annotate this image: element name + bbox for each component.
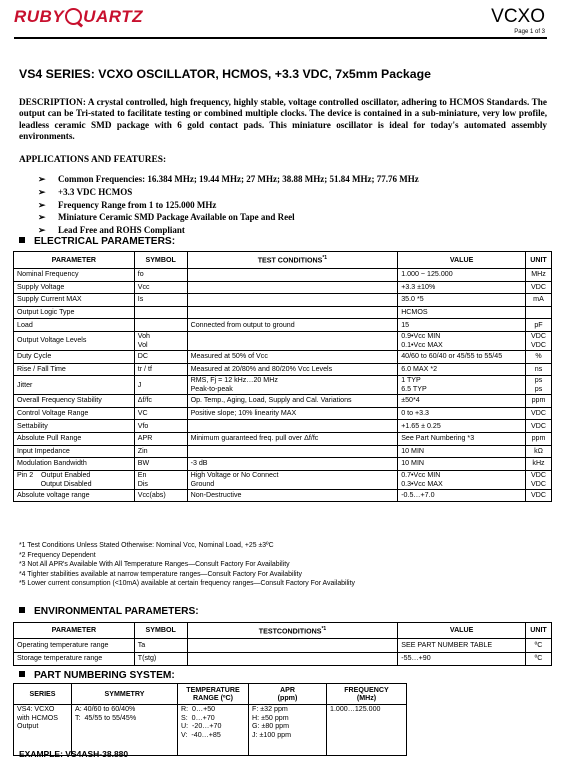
feature-text: +3.3 VDC HCMOS [58,186,133,197]
part-option-cell: 1.000…125.000 [327,705,407,756]
feature-item [38,199,419,212]
table-row [14,294,552,307]
condition-cell: Non-Destructive [187,489,398,502]
logo-q-mark [65,8,82,25]
unit-cell: kHz [526,458,552,471]
symbol-cell [134,306,187,319]
symbol-cell: DC [134,350,187,363]
feature-item [38,186,419,199]
symbol-cell: Vcc(abs) [134,489,187,502]
param-cell: Output Logic Type [14,306,135,319]
arrow-bullet-icon: ➢ [38,174,46,184]
param-cell: Supply Current MAX [14,294,135,307]
table-row [14,705,407,756]
footnote: *4 Tighter stabilities available at narrow temperature ranges—Consult Factory For Availability [19,570,302,578]
value-cell: ±50*4 [398,395,526,408]
table-row [14,407,552,420]
feature-text: Frequency Range from 1 to 125.000 MHz [58,199,217,210]
unit-cell: ºC [525,652,551,666]
footnote: *2 Frequency Dependent [19,551,96,559]
table-row [14,363,552,376]
param-cell: Nominal Frequency [14,269,135,282]
column-header-parameter: PARAMETER [14,252,135,269]
param-cell: Operating temperature range [14,639,135,653]
value-cell: -55…+90 [398,652,526,666]
column-header-unit: UNIT [526,252,552,269]
symbol-cell: tr / tf [134,363,187,376]
symbol-cell: T(stg) [134,652,187,666]
part-numbering-heading: PART NUMBERING SYSTEM: [19,670,175,681]
symbol-cell: Zin [134,445,187,458]
column-header: APR (ppm) [249,684,327,705]
arrow-bullet-icon: ➢ [38,225,46,236]
table-row [14,281,552,294]
table-row [14,350,552,363]
table-row [14,395,552,408]
condition-cell [187,269,398,282]
table-row [14,470,552,489]
electrical-parameters-table [13,251,552,502]
condition-cell: Op. Temp., Aging, Load, Supply and Cal. Variations [187,395,398,408]
column-header-symbol: SYMBOL [134,252,187,269]
value-cell: +1.65 ± 0.25 [398,420,526,433]
value-cell: 6.0 MAX *2 [398,363,526,376]
condition-cell [187,445,398,458]
param-cell: Output Voltage Levels [14,331,135,350]
param-cell: Supply Voltage [14,281,135,294]
unit-cell: ns [526,363,552,376]
param-cell: Jitter [14,376,135,395]
symbol-cell: VC [134,407,187,420]
unit-cell: % [526,350,552,363]
symbol-cell: Voh Vol [134,331,187,350]
table-row [14,652,552,666]
symbol-cell: Δf/fc [134,395,187,408]
value-cell: 35.0 *5 [398,294,526,307]
unit-cell [526,306,552,319]
param-cell: Absolute Pull Range [14,432,135,445]
condition-cell: Positive slope; 10% linearity MAX [187,407,398,420]
value-cell: 10 MIN [398,445,526,458]
applications-heading: APPLICATIONS AND FEATURES: [19,155,167,165]
part-numbering-table [13,683,407,756]
column-header: SYMMETRY [72,684,178,705]
condition-cell [187,281,398,294]
applications-list [38,173,419,237]
feature-text: Miniature Ceramic SMD Package Available on Tape and Reel [58,212,295,223]
unit-cell: VDC [526,407,552,420]
condition-cell [187,420,398,433]
param-cell: Storage temperature range [14,652,135,666]
value-cell: SEE PART NUMBER TABLE [398,639,526,653]
value-cell: 0 to +3.3 [398,407,526,420]
unit-cell: kΩ [526,445,552,458]
table-row [14,306,552,319]
feature-text: Lead Free and ROHS Compliant [58,225,185,236]
condition-cell [187,652,398,666]
product-name: VCXO [491,6,545,27]
column-header-symbol: SYMBOL [134,623,187,639]
unit-cell: ppm [526,395,552,408]
arrow-bullet-icon: ➢ [38,199,46,210]
condition-cell: Connected from output to ground [187,319,398,332]
arrow-bullet-icon: ➢ [38,186,46,197]
symbol-cell: fo [134,269,187,282]
table-row [14,331,552,350]
unit-cell: MHz [526,269,552,282]
column-header-parameter: PARAMETER [14,623,135,639]
column-header: TEMPERATURE RANGE (ºC) [178,684,249,705]
param-cell: Absolute voltage range [14,489,135,502]
column-header-value: VALUE [398,252,526,269]
footnote: *3 Not All APR's Available With All Temperature Ranges—Consult Factory For Availability [19,561,290,569]
param-cell: Duty Cycle [14,350,135,363]
section-bullet-icon [19,607,25,613]
condition-cell [187,306,398,319]
condition-cell: Minimum guaranteed freq. pull over Δf/fc [187,432,398,445]
param-cell: Settability [14,420,135,433]
table-row [14,319,552,332]
value-cell: -0.5…+7.0 [398,489,526,502]
part-option-cell: R: 0…+50 S: 0…+70 U: -20…+70 V: -40…+85 [178,705,249,756]
environmental-parameters-table [13,622,552,666]
environmental-heading: ENVIRONMENTAL PARAMETERS: [19,606,199,617]
value-cell: 1.000 ~ 125.000 [398,269,526,282]
table-header-row [14,684,407,705]
unit-cell: VDC [526,489,552,502]
value-cell: 0.9•Vcc MIN 0.1•Vcc MAX [398,331,526,350]
value-cell: +3.3 ±10% [398,281,526,294]
unit-cell: ppm [526,432,552,445]
table-row [14,458,552,471]
unit-cell: VDC [526,281,552,294]
table-header-row [14,623,552,639]
page-number: Page 1 of 3 [514,29,545,35]
document-title: VS4 SERIES: VCXO OSCILLATOR, HCMOS, +3.3 VDC, 7x5mm Package [19,67,431,81]
column-header-conditions: TEST CONDITIONS$^{*1}$ [187,252,398,269]
column-header: FREQUENCY (MHz) [327,684,407,705]
symbol-cell: Is [134,294,187,307]
symbol-cell: En Dis [134,470,187,489]
part-option-cell: VS4: VCXO with HCMOS Output [14,705,72,756]
symbol-cell: APR [134,432,187,445]
table-row [14,445,552,458]
feature-item [38,211,419,224]
column-header-value: VALUE [398,623,526,639]
param-cell: Rise / Fall Time [14,363,135,376]
company-logo: RUBY UARTZ [14,7,143,26]
table-header-row [14,252,552,269]
condition-cell: Measured at 20/80% and 80/20% Vcc Levels [187,363,398,376]
table-row [14,420,552,433]
footnotes [19,541,355,589]
arrow-bullet-icon: ➢ [38,212,46,223]
footnote: *1 Test Conditions Unless Stated Otherwise: Nominal Vcc, Nominal Load, +25 ±3ºC [19,542,274,549]
unit-cell: VDC VDC [526,331,552,350]
part-number-example: EXAMPLE: VS4ASH-38.880 [19,749,129,759]
unit-cell: VDC [526,420,552,433]
unit-cell: pF [526,319,552,332]
condition-cell: Measured at 50% of Vcc [187,350,398,363]
value-cell: 10 MIN [398,458,526,471]
condition-cell: High Voltage or No Connect Ground [187,470,398,489]
section-bullet-icon [19,671,25,677]
description-paragraph: DESCRIPTION: A crystal controlled, high frequency, highly stable, voltage controlled oscillator, adhering to HCMOS Standards. The output can be Tri-stated to facilitate testing or combined multiple clocks. The device is contained in a sub-miniature, very low profile, leadless ceramic SMD package with 6 gold contact pads. This miniature oscillator is ideal for today's automated assembly environments. [19,97,547,142]
condition-cell [187,294,398,307]
symbol-cell: J [134,376,187,395]
param-cell: Input Impedance [14,445,135,458]
value-cell: 1 TYP 6.5 TYP [398,376,526,395]
param-cell: Pin 2 Output Enabled Output Disabled [14,470,135,489]
condition-cell [187,639,398,653]
value-cell: 0.7•Vcc MIN 0.3•Vcc MAX [398,470,526,489]
param-cell: Load [14,319,135,332]
condition-cell [187,331,398,350]
param-cell: Control Voltage Range [14,407,135,420]
table-row [14,376,552,395]
table-row [14,432,552,445]
param-cell: Overall Frequency Stability [14,395,135,408]
symbol-cell: Vfo [134,420,187,433]
condition-cell: RMS, Fj = 12 kHz…20 MHz Peak-to-peak [187,376,398,395]
section-bullet-icon [19,237,25,243]
footnote: *5 Lower current consumption (<10mA) available at certain frequency ranges—Consult Factory For Availability [19,580,355,588]
value-cell: HCMOS [398,306,526,319]
symbol-cell [134,319,187,332]
feature-item [38,173,419,186]
unit-cell: mA [526,294,552,307]
unit-cell: ºC [525,639,551,653]
part-option-cell: A: 40/60 to 60/40% T: 45/55 to 55/45% [72,705,178,756]
column-header: SERIES [14,684,72,705]
unit-cell: VDC VDC [526,470,552,489]
symbol-cell: BW [134,458,187,471]
column-header-conditions: TESTCONDITIONS$^{*1}$ [187,623,398,639]
param-cell: Modulation Bandwidth [14,458,135,471]
feature-text: Common Frequencies: 16.384 MHz; 19.44 MHz; 27 MHz; 38.88 MHz; 51.84 MHz; 77.76 MHz [58,174,419,184]
value-cell: See Part Numbering *3 [398,432,526,445]
header-divider [14,37,547,39]
part-option-cell: F: ±32 ppm H: ±50 ppm G: ±80 ppm J: ±100 ppm [249,705,327,756]
table-row [14,489,552,502]
condition-cell: -3 dB [187,458,398,471]
column-header-unit: UNIT [525,623,551,639]
unit-cell: ps ps [526,376,552,395]
value-cell: 15 [398,319,526,332]
symbol-cell: Vcc [134,281,187,294]
table-row [14,639,552,653]
table-row [14,269,552,282]
symbol-cell: Ta [134,639,187,653]
value-cell: 40/60 to 60/40 or 45/55 to 55/45 [398,350,526,363]
electrical-heading: ELECTRICAL PARAMETERS: [19,236,175,247]
